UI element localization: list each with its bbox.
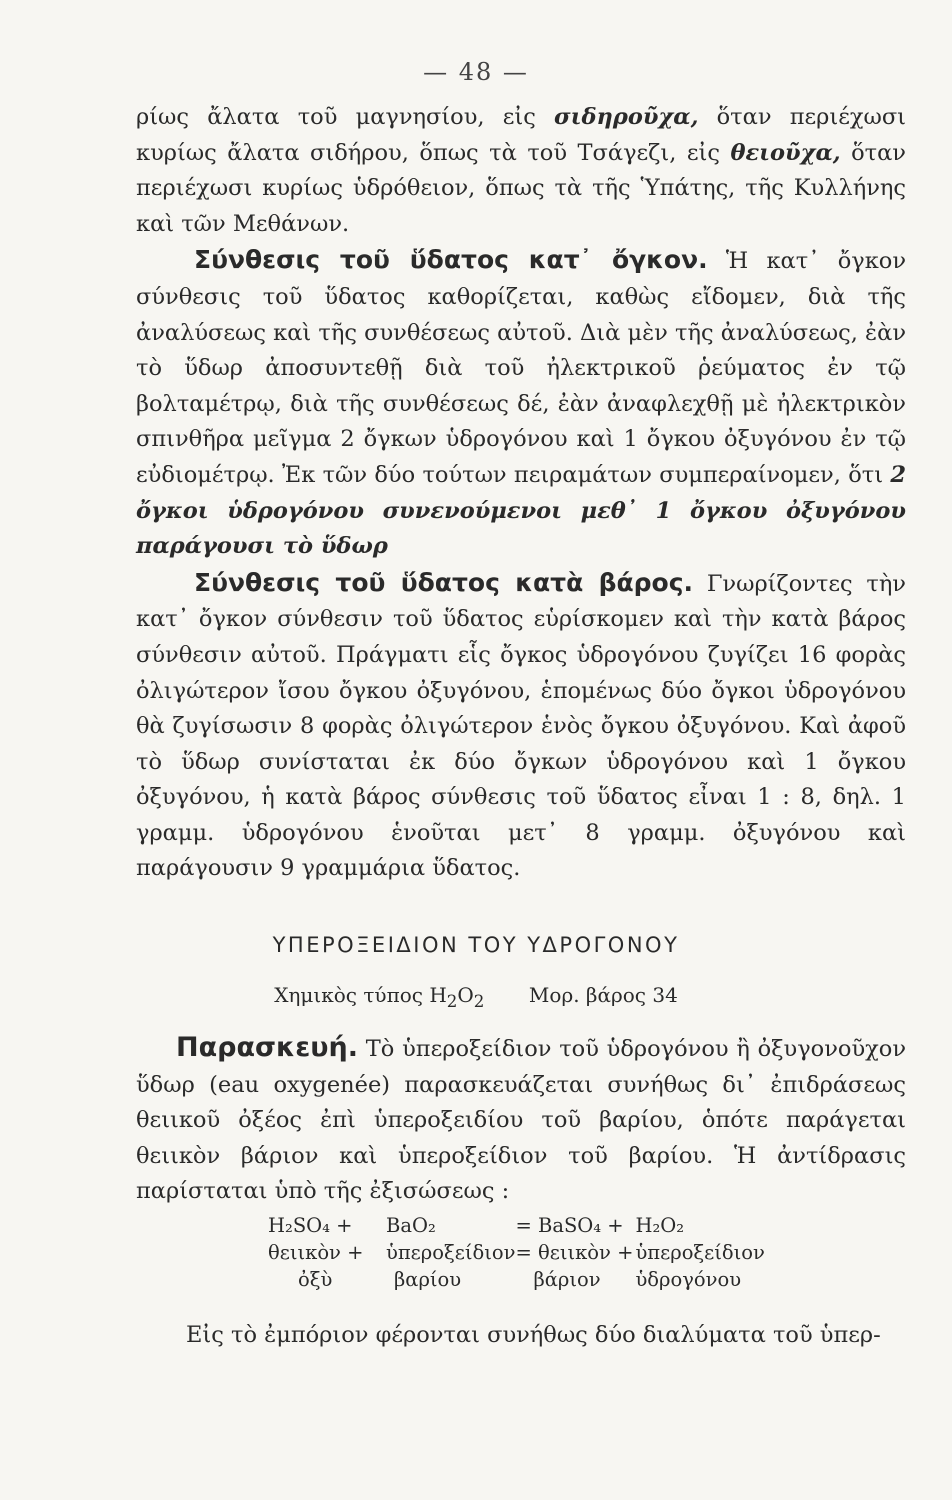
conclusion-volume: 2 ὄγκοι ὑδρογόνου συνενούμενοι μεθ᾽ 1 ὄγκου ὀξυγόνου παράγουσι τὸ ὕδωρ	[136, 461, 906, 560]
equation-cell: = θειικὸν +	[515, 1241, 634, 1264]
text-run: ρίως ἄλατα τοῦ μαγνησίου, εἰς	[136, 104, 555, 130]
equation-cell: H₂O₂	[635, 1214, 685, 1237]
equation-cell: βάριον	[533, 1268, 601, 1291]
text-run: Ἡ κατ᾽ ὄγκον σύνθεσις τοῦ ὕδατος καθορίζεται, καθὼς εἴδομεν, διὰ τῆς ἀναλύσεως καὶ τῆς συνθέσεως αὐτοῦ. Διὰ μὲν τῆς ἀναλύσεως, ἐὰν τὸ ὕδωρ ἀποσυντεθῇ διὰ τοῦ ἠλεκτρικοῦ ῥεύματος ἐν τῷ βολταμέτρῳ, διὰ τῆς συνθέσεως δέ, ἐὰν ἀναφλεχθῇ μὲ ἠλεκτρικὸν σπινθῆρα μεῖγμα 2 ὄγκων ὑδρογόνου καὶ 1 ὄγκου ὀξυγόνου ἐν τῷ εὐδιομέτρῳ. Ἐκ τῶν δύο τούτων πειραμάτων συμπεραίνομεν, ὅτι	[136, 248, 906, 488]
paragraph-preparation	[136, 1030, 906, 1210]
equation-cell: ὀξὺ	[298, 1268, 333, 1291]
equation-cell: BaO₂	[386, 1214, 436, 1237]
paragraph-mineral-waters	[136, 100, 906, 242]
text-run: Γνωρίζοντες τὴν κατ᾽ ὄγκον σύνθεσιν τοῦ ὕδατος εὑρίσκομεν καὶ τὴν κατὰ βάρος σύνθεσιν αὐτοῦ. Πράγματι εἷς ὄγκος ὑδρογόνου ζυγίζει 16 φορὰς ὀλιγώτερον ἴσου ὄγκου ὀξυγόνου, ἑπομένως δύο ὄγκοι ὑδρογόνου θὰ ζυγίσωσιν 8 φορὰς ὀλιγώτερον ἑνὸς ὄγκου ὀξυγόνου. Καὶ ἀφοῦ τὸ ὕδωρ συνίσταται ἐκ δύο ὄγκων ὑδρογόνου καὶ 1 ὄγκου ὀξυγόνου, ἡ κατὰ βάρος σύνθεσις τοῦ ὕδατος εἶναι 1 : 8, δηλ. 1 γραμμ. ὑδρογόνου ἑνοῦται μετ᾽ 8 γραμμ. ὀξυγόνου καὶ παράγουσιν 9 γραμμάρια ὕδατος.	[136, 570, 906, 882]
text-run: ὅταν περιέχωσι κυρίως ἄλατα σιδήρου, ὅπως τὰ τοῦ Τσάγεζι, εἰς	[136, 104, 907, 166]
page-number: — 48 —	[423, 58, 529, 86]
molecular-weight: Μορ. βάρος 34	[528, 983, 678, 1007]
formula-h-sub: 2	[446, 992, 458, 1011]
text-run: Τὸ ὑπεροξείδιον τοῦ ὑδρογόνου ἢ ὀξυγονοῦχον ὕδωρ (eau oxygenée) παρασκευάζεται συνήθως δι᾽ ἐπιδράσεως θειικοῦ ὀξέος ἐπὶ ὑπεροξειδίου τοῦ βαρίου, ὁπότε παράγεται θειικὸν βάριον καὶ ὑπεροξείδιον τοῦ βαρίου. Ἡ ἀντίδρασις παρίσταται ὑπὸ τῆς ἐξισώσεως :	[136, 1036, 906, 1205]
section-title: ΥΠΕΡΟΞΕΙΔΙΟΝ ΤΟΥ ΥΔΡΟΓΟΝΟΥ	[272, 933, 680, 957]
equation-cell: H₂SO₄ +	[268, 1214, 353, 1237]
equation-row-formulas	[268, 1212, 785, 1239]
equation-cell: = BaSO₄ +	[515, 1214, 624, 1237]
reaction-equation	[268, 1212, 785, 1293]
final-text-block	[186, 1318, 906, 1354]
formula-line	[0, 983, 952, 1011]
formula-o-sub: 2	[473, 992, 485, 1011]
formula-o: O	[457, 983, 474, 1007]
paragraph-commerce: Εἰς τὸ ἐμπόριον φέρονται συνήθως δύο διαλύματα τοῦ ὑπερ-	[186, 1322, 881, 1348]
preparation-block	[136, 1030, 906, 1210]
equation-cell: βαρίου	[394, 1268, 462, 1291]
paragraph-volume-synthesis	[136, 242, 906, 564]
equation-row-names	[268, 1239, 785, 1266]
paragraph-weight-synthesis	[136, 565, 906, 887]
equation-cell: θειικὸν +	[268, 1241, 364, 1264]
formula-h: H	[429, 983, 447, 1007]
main-text-block	[136, 100, 906, 887]
equation-cell: ὑπεροξείδιον	[386, 1241, 516, 1264]
heading-volume-synthesis: Σύνθεσις τοῦ ὕδατος κατ᾽ ὄγκον.	[194, 245, 708, 275]
term-iron-waters: σιδηροῦχα,	[554, 104, 699, 130]
term-sulfur-waters: θειοῦχα,	[730, 139, 841, 166]
equation-cell: ὑδρογόνου	[635, 1268, 742, 1291]
heading-weight-synthesis: Σύνθεσις τοῦ ὕδατος κατὰ βάρος.	[194, 567, 694, 597]
equation-cell: ὑπεροξείδιον	[635, 1241, 765, 1264]
equation-row-names-2	[268, 1266, 785, 1293]
formula-label: Χημικὸς τύπος	[274, 983, 423, 1007]
heading-preparation: Παρασκευή.	[176, 1032, 358, 1063]
text-run: ὅταν περιέχωσι κυρίως ὑδρόθειον, ὅπως τὰ τῆς Ὑπάτης, τῆς Κυλλήνης καὶ τῶν Μεθάνων.	[136, 139, 906, 237]
